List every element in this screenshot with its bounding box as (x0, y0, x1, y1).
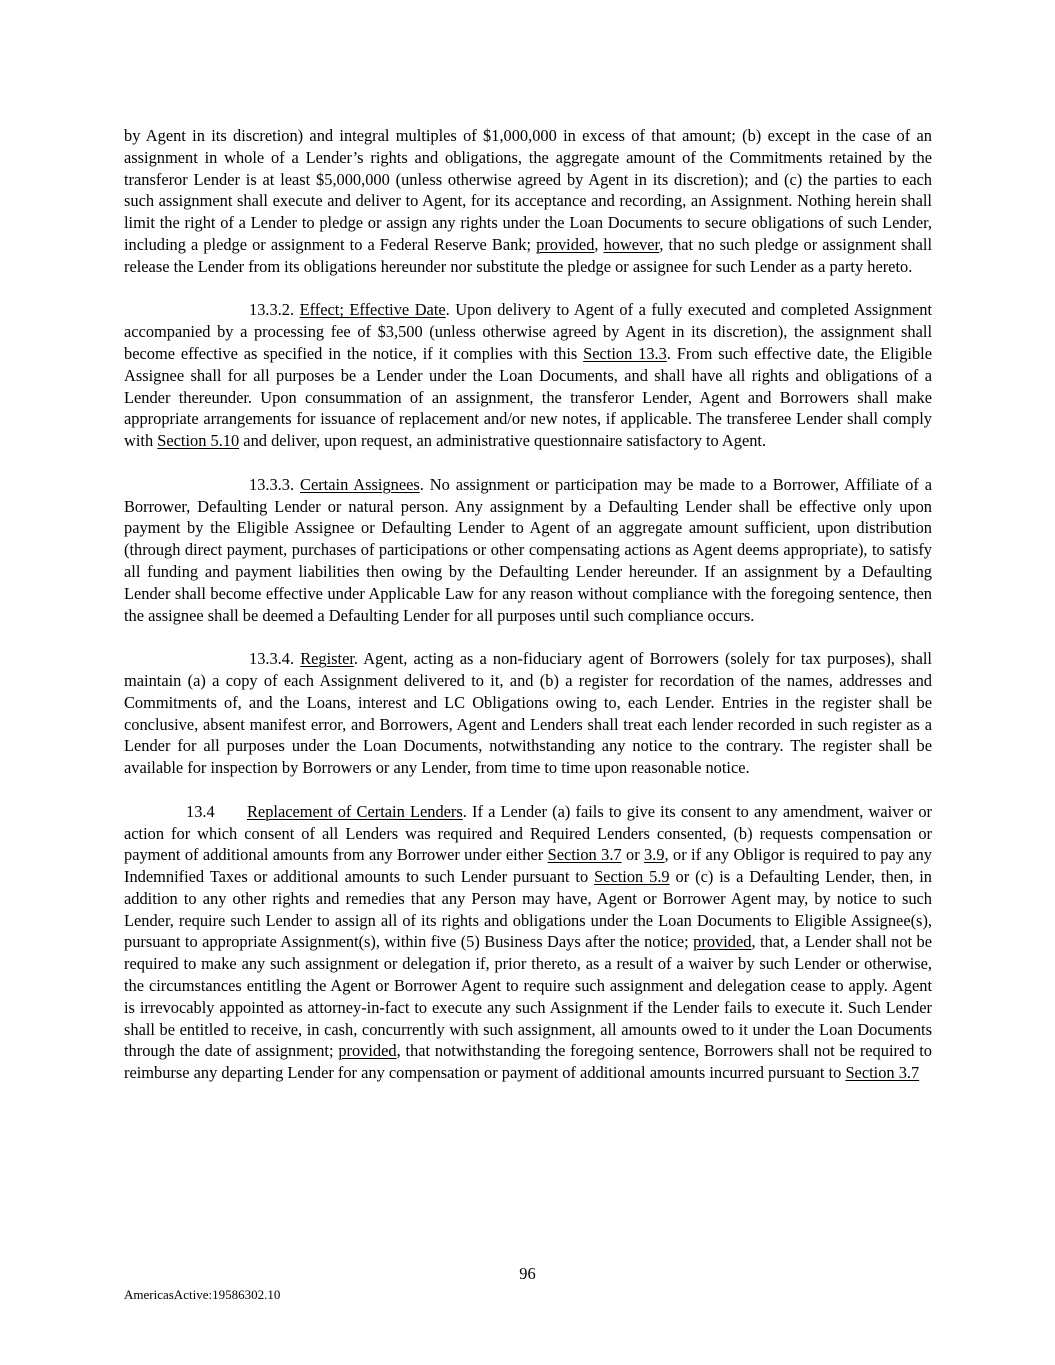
section-reference: Section 13.3 (583, 343, 667, 363)
text-run: and deliver, upon request, an administrative questionnaire satisfactory to Agent. (239, 431, 767, 451)
section-heading: Certain Assignees (300, 474, 420, 494)
section-number: 13.4 (186, 801, 215, 821)
section-heading: Effect; Effective Date (299, 300, 446, 320)
text-run: or (621, 845, 645, 865)
section-number: 13.3.4. (249, 649, 301, 669)
section-13-4 (124, 801, 932, 1084)
underlined-term: provided (693, 932, 752, 952)
section-reference: Section 5.10 (157, 431, 240, 451)
text-run: . If a Lender (a) fails to give its consent to any amendment, waiver or action for which consent of all Lenders was required and Required Lenders consented, (b) requests compensation or payment of additional amounts from any Borrower under either (124, 801, 932, 865)
document-id: AmericasActive:19586302.10 (124, 1287, 281, 1302)
document-body (124, 125, 932, 1084)
section-number: 13.3.2. (249, 300, 300, 320)
paragraph-continuation (124, 125, 932, 278)
section-number: 13.3.3. (249, 474, 301, 494)
section-reference: 3.9 (644, 845, 665, 865)
text-run: or (c) is a Defaulting Lender, then, in addition to any other rights and remedies that any Person may have, Agent or Borrower Agent may, by notice to such Lender, require such Lender to assign all of its rights and obligations under the Loan Documents to Eligible Assignee(s), pursuant to appropriate Assignment(s), within five (5) Business Days after the notice; (124, 867, 932, 952)
underlined-term: provided (338, 1041, 397, 1061)
underlined-term: provided (536, 234, 595, 254)
text-run: , (594, 234, 604, 254)
underlined-term: however (603, 234, 660, 254)
text-run: . No assignment or participation may be made to a Borrower, Affiliate of a Borrower, Defaulting Lender or natural person. Any assignment by a Defaulting Lender shall be effective only upon payment by the Eligible Assignee or Defaulting Lender to Agent of an aggregate amount sufficient, upon distribution (through direct payment, purchases of participations or other compensating actions as Agent deems appropriate), to satisfy all funding and payment liabilities then owing by the Defaulting Lender hereunder. If an assignment by a Defaulting Lender shall become effective under Applicable Law for any reason without compliance with the foregoing sentence, then the assignee shall be deemed a Defaulting Lender for all purposes until such compliance occurs. (124, 474, 933, 625)
section-13-3-3 (124, 474, 932, 627)
section-13-3-2 (124, 299, 932, 452)
section-reference: Section 3.7 (547, 845, 622, 865)
section-heading: Register (300, 649, 354, 669)
text-run: . Agent, acting as a non-fiduciary agent of Borrowers (solely for tax purposes), shall maintain (a) a copy of each Assignment delivered to it, and (b) a register for recordation of the names, addresses and Commitments of, and the Loans, interest and LC Obligations owing to, each Lender. Entries in the register shall be conclusive, absent manifest error, and Borrowers, Agent and Lenders shall treat each lender recorded in such register as a Lender for all purposes under the Loan Documents, notwithstanding any notice to the contrary. The register shall be available for inspection by Borrowers or any Lender, from time to time upon reasonable notice. (124, 649, 932, 778)
section-reference: Section 3.7 (845, 1063, 920, 1083)
text-run: , that notwithstanding the foregoing sentence, Borrowers shall not be required to reimburse any departing Lender for any compensation or payment of additional amounts incurred pursuant to (124, 1041, 932, 1083)
text-run: . Upon delivery to Agent of a fully executed and completed Assignment accompanied by a processing fee of $3,500 (unless otherwise agreed by Agent in its discretion), the assignment shall become effective as specified in the notice, if it complies with this (124, 300, 933, 363)
text-run: . From such effective date, the Eligible Assignee shall for all purposes be a Lender under the Loan Documents, and shall have all rights and obligations of a Lender thereunder. Upon consummation of an assignment, the transferor Lender, Agent and Borrowers shall make appropriate arrangements for issuance of replacement and/or new notes, if applicable. The transferee Lender shall comply with (124, 343, 933, 451)
text-run: , or if any Obligor is required to pay any Indemnified Taxes or additional amounts to such Lender pursuant to (124, 845, 933, 887)
text-run: by Agent in its discretion) and integral multiples of $1,000,000 in excess of that amount; (b) except in the case of an assignment in whole of a Lender’s rights and obligations, the aggregate amount of the Commitments retained by the transferor Lender is at least $5,000,000 (unless otherwise agreed by Agent in its discretion); and (c) the parties to each such assignment shall execute and deliver to Agent, for its acceptance and recording, an Assignment. Nothing herein shall limit the right of a Lender to pledge or assign any rights under the Loan Documents to secure obligations of such Lender, including a pledge or assignment to a Federal Reserve Bank; (124, 126, 932, 254)
page-number: 96 (519, 1264, 536, 1283)
section-heading: Replacement of Certain Lenders (247, 801, 463, 821)
text-run: , that, a Lender shall not be required to make any such assignment or delegation if, prior thereto, as a result of a waiver by such Lender or otherwise, the circumstances entitling the Agent or Borrower Agent to require such assignment and delegation cease to apply. Agent is irrevocably appointed as attorney-in-fact to execute any such Assignment if the Lender fails to execute it. Such Lender shall be entitled to receive, in cash, concurrently with such assignment, all amounts owed to it under the Loan Documents through the date of assignment; (124, 932, 932, 1061)
section-reference: Section 5.9 (594, 867, 670, 887)
section-13-3-4 (124, 648, 932, 779)
text-run: , that no such pledge or assignment shall release the Lender from its obligations hereunder nor substitute the pledge or assignee for such Lender as a party hereto. (124, 234, 933, 276)
